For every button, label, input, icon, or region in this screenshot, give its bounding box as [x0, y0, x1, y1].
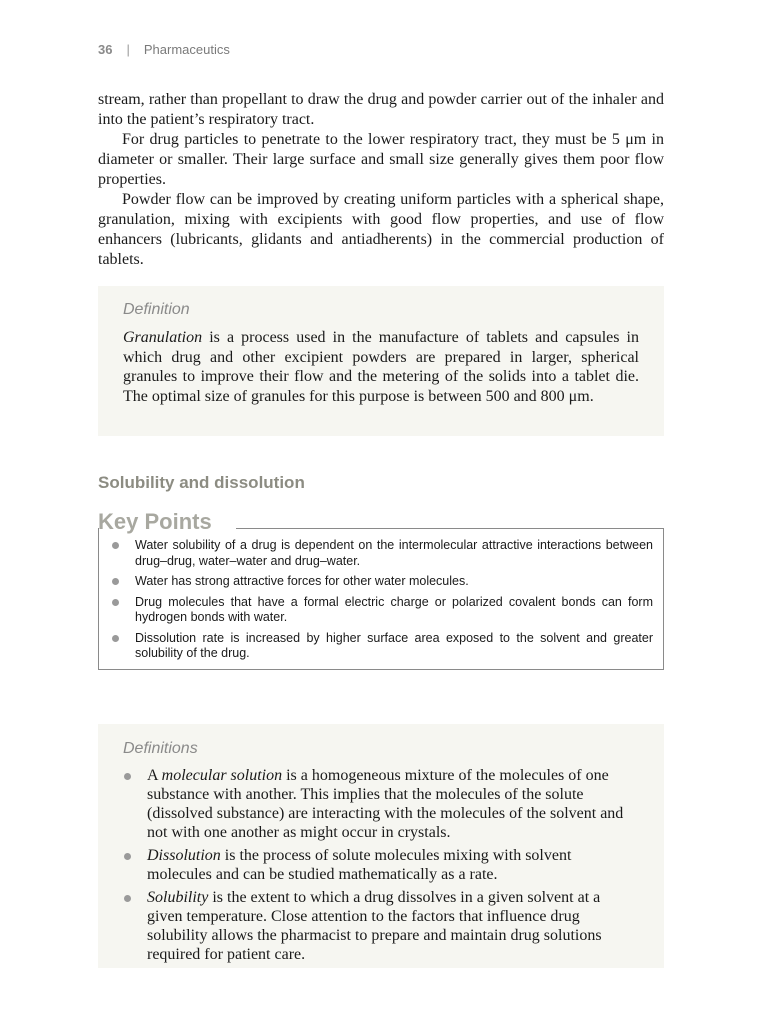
bullet-icon: [112, 542, 119, 549]
list-item-text: Drug molecules that have a formal electric charge or polarized covalent bonds can form hydrogen bonds with water.: [135, 594, 653, 624]
definition-box: [98, 286, 664, 436]
key-points-list: [135, 538, 653, 662]
definition-text: [123, 328, 639, 406]
list-item-text: Water solubility of a drug is dependent on the intermolecular attractive interactions between drug–drug, water–water and drug–water.: [135, 538, 653, 568]
definition-prefix: A: [147, 767, 162, 784]
page-number: 36: [98, 42, 113, 57]
definition-body: is a process used in the manufacture of tablets and capsules in which drug and other excipient powders are prepared in larger, spherical granules to improve their flow and the metering of the solids into a tablet die. The optimal size of granules for this purpose is between 500 and 800 μm.: [123, 329, 639, 405]
bullet-icon: [124, 773, 131, 780]
list-item-text: Water has strong attractive forces for other water molecules.: [135, 574, 469, 588]
paragraph: For drug particles to penetrate to the lower respiratory tract, they must be 5 μm in diameter or smaller. Their large surface and small size generally gives them poor flow properties.: [98, 131, 664, 188]
list-item: [123, 888, 639, 964]
definitions-title: Definitions: [123, 740, 198, 757]
section-heading: Solubility and dissolution: [98, 473, 305, 492]
definition-term: Granulation: [123, 329, 203, 346]
key-points-box: [98, 528, 664, 670]
bullet-icon: [112, 578, 119, 585]
definition-term: molecular solution: [161, 767, 283, 784]
list-item-text: Dissolution rate is increased by higher surface area exposed to the solvent and greater solubility of the drug.: [135, 630, 653, 660]
key-points-title: Key Points: [98, 509, 212, 534]
paragraph: Powder flow can be improved by creating uniform particles with a spherical shape, granulation, mixing with excipients with good flow properties, and use of flow enhancers (lubricants, glidants and antiadherents) in the commercial production of tablets.: [98, 191, 664, 268]
paragraph: stream, rather than propellant to draw the drug and powder carrier out of the inhaler and into the patient’s respiratory tract.: [98, 91, 664, 128]
bullet-icon: [124, 853, 131, 860]
definitions-box: [98, 724, 664, 968]
definition-title: Definition: [123, 301, 190, 318]
definition-body: is the extent to which a drug dissolves in a given solvent at a given temperature. Close attention to the factors that influence drug solubility allows the pharmacist to prepare and maintain drug solutions required for patient care.: [147, 889, 602, 963]
definition-term: Dissolution: [147, 847, 221, 864]
header-separator: |: [126, 42, 130, 57]
definition-term: Solubility: [147, 889, 209, 906]
list-item: [135, 595, 653, 626]
bullet-icon: [112, 635, 119, 642]
definition-body: is the process of solute molecules mixing with solvent molecules and can be studied mathematically as a rate.: [147, 847, 572, 883]
book-title: Pharmaceutics: [143, 42, 230, 57]
bullet-icon: [112, 599, 119, 606]
list-item: [135, 631, 653, 662]
list-item: [135, 574, 653, 590]
definitions-list: [123, 766, 639, 964]
running-header: [98, 42, 230, 57]
bullet-icon: [124, 895, 131, 902]
body-text: [98, 90, 664, 270]
definition-body: is a homogeneous mixture of the molecules of one substance with another. This implies that the molecules of the solute (dissolved substance) are interacting with the molecules of the solvent and not with one another as might occur in crystals.: [147, 767, 624, 841]
list-item: [135, 538, 653, 569]
list-item: [123, 766, 639, 842]
list-item: [123, 846, 639, 884]
